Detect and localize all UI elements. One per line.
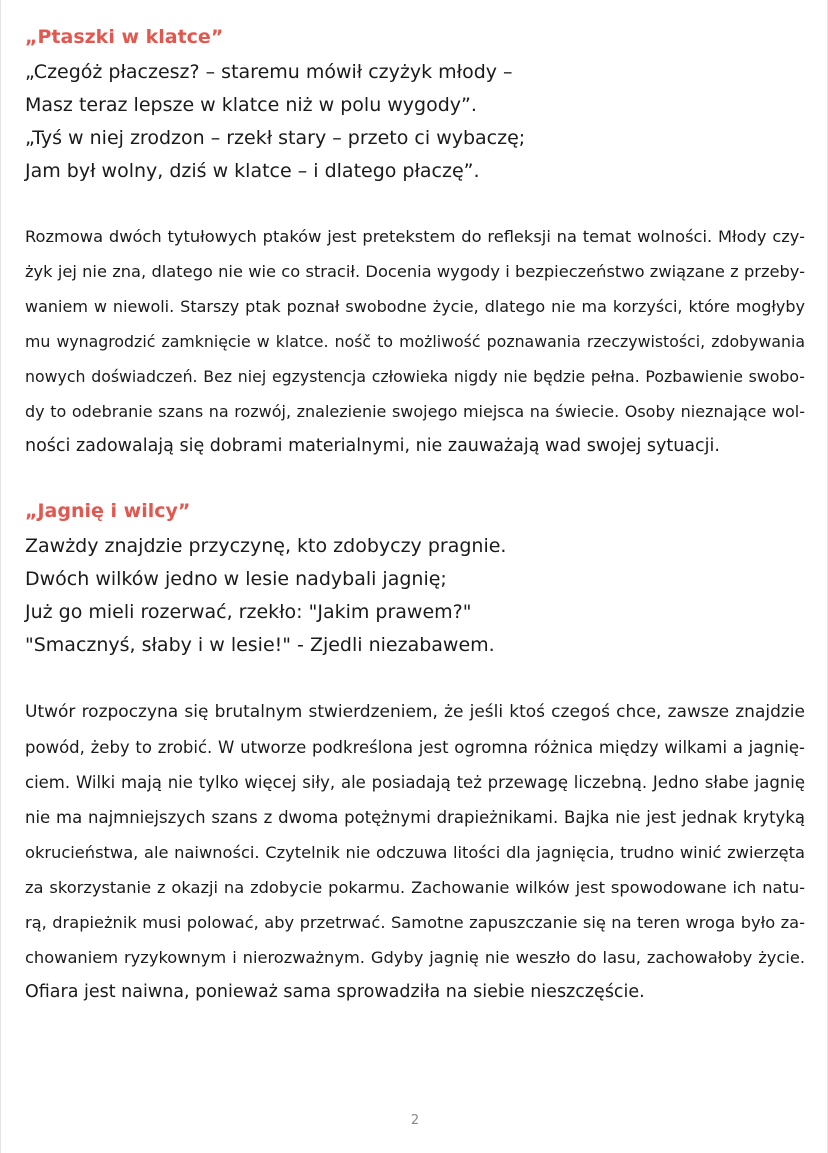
page-number: 2	[410, 1113, 420, 1128]
verse-line: Jam był wolny, dziś w klatce – i dlatego płaczę”.	[25, 160, 480, 182]
verse-line: "Smacznyś, słaby i w lesie!" - Zjedli niezabawem.	[25, 634, 495, 656]
fable-section-jagnie	[25, 496, 805, 1010]
paragraph-line: nowych doświadczeń. Bez niej egzystencja człowieka nigdy nie będzie pełna. Pozbawienie swobo-	[25, 367, 805, 386]
fable-title: „Jagnię i wilcy”	[25, 500, 191, 522]
paragraph-line: Utwór rozpoczyna się brutalnym stwierdzeniem, że jeśli ktoś czegoś chce, zawsze znajdzie	[25, 702, 805, 722]
commentary-paragraph	[25, 695, 805, 1010]
paragraph-line: powód, żeby to zrobić. W utworze podkreślona jest ogromna różnica między wilkami a jagnię-	[25, 738, 805, 757]
paragraph-line: rą, drapieżnik musi polować, aby przetrwać. Samotne zapuszczanie się na teren wroga było za-	[25, 913, 805, 932]
paragraph-line: ciem. Wilki mają nie tylko więcej siły, ale posiadają też przewagę liczebną. Jedno słabe jagnię	[25, 773, 805, 792]
paragraph-line: nie ma najmniejszych szans z dwoma potężnymi drapieżnikami. Bajka nie jest jednak krytyką	[25, 808, 805, 827]
paragraph-line: Rozmowa dwóch tytułowych ptaków jest pretekstem do refleksji na temat wolności. Młody czy-	[25, 227, 805, 246]
verse-line: Już go mieli rozerwać, rzekło: "Jakim prawem?"	[25, 601, 472, 623]
paragraph-line: za skorzystanie z okazji na zdobycie pokarmu. Zachowanie wilków jest spowodowane ich natu-	[25, 878, 805, 897]
verse-line: Masz teraz lepsze w klatce niż w polu wygody”.	[25, 94, 477, 116]
commentary-paragraph	[25, 219, 805, 464]
verse-line: „Tyś w niej zrodzon – rzekł stary – przeto ci wybaczę;	[25, 127, 526, 149]
verse-line: Dwóch wilków jedno w lesie nadybali jagnię;	[25, 568, 447, 590]
paragraph-line: okrucieństwa, ale naiwności. Czytelnik nie odczuwa litości dla jagnięcia, trudno winić zwierzęta	[25, 843, 805, 862]
paragraph-line: Ofiara jest naiwna, ponieważ sama sprowadziła na siebie nieszczęście.	[25, 982, 645, 1002]
paragraph-line: waniem w niewoli. Starszy ptak poznał swobodne życie, dlatego nie ma korzyści, które mogłyby	[25, 297, 805, 316]
fable-title: „Ptaszki w klatce”	[25, 26, 224, 48]
paragraph-line: chowaniem ryzykownym i nierozważnym. Gdyby jagnię nie weszło do lasu, zachowałoby życie.	[25, 948, 805, 967]
fable-section-ptaszki	[25, 22, 805, 464]
verse-line: Zawżdy znajdzie przyczynę, kto zdobyczy pragnie.	[25, 535, 507, 557]
paragraph-line: mu wynagrodzić zamknięcie w klatce. nośč to możliwość poznawania rzeczywistości, zdobywania	[25, 332, 805, 351]
verse-line: „Czegóż płaczesz? – staremu mówił czyżyk młody –	[25, 61, 513, 83]
paragraph-line: żyk jej nie zna, dlatego nie wie co stracił. Docenia wygody i bezpieczeństwo związane z przeby-	[25, 262, 805, 281]
paragraph-line: ności zadowalają się dobrami materialnymi, nie zauważają wad swojej sytuacji.	[25, 436, 720, 456]
fable-verse	[25, 56, 805, 188]
fable-verse	[25, 530, 805, 662]
paragraph-line: dy to odebranie szans na rozwój, znalezienie swojego miejsca na świecie. Osoby nieznające wol-	[25, 402, 805, 421]
